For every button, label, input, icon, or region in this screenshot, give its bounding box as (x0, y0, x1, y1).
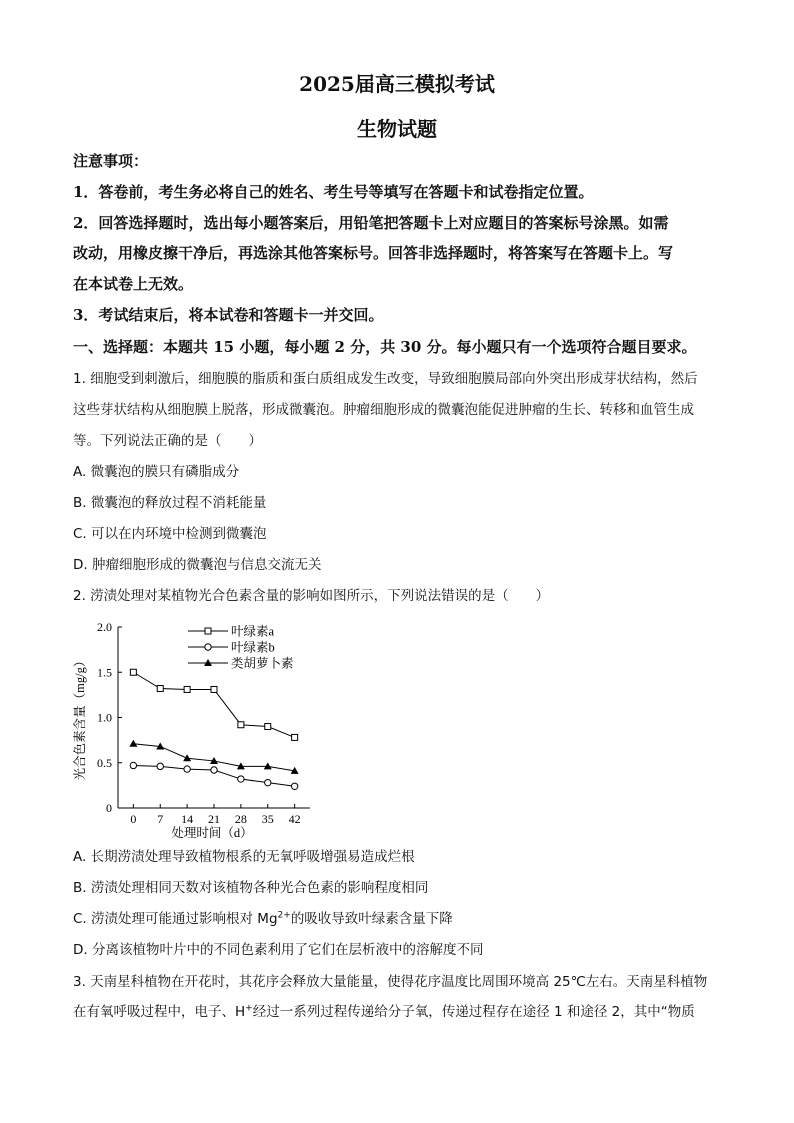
y-tick-label: 0 (106, 801, 112, 815)
data-point-0-0 (130, 669, 136, 675)
y-tick-label: 1.0 (97, 710, 112, 725)
y-tick-label: 1.5 (97, 665, 112, 680)
q2-option-c-text-end: 的吸收导致叶绿素含量下降 (290, 911, 453, 927)
q1-option-a: A. 微囊泡的膜只有磷脂成分 (73, 464, 240, 480)
data-point-0-1 (157, 686, 163, 692)
legend-marker-0 (205, 628, 211, 634)
legend-marker-1 (205, 644, 211, 650)
x-tick-label: 42 (288, 812, 301, 826)
x-tick-label: 14 (181, 812, 194, 826)
legend-label-2: 类胡萝卜素 (231, 656, 294, 671)
legend-label-0: 叶绿素a (231, 624, 275, 639)
exam-subject: 生物试题 (357, 117, 437, 141)
pigment-line-chart (70, 615, 320, 840)
data-point-1-4 (238, 776, 244, 782)
q2-option-b: B. 涝渍处理相同天数对该植物各种光合色素的影响程度相同 (73, 880, 429, 896)
x-tick-label: 35 (261, 812, 274, 826)
x-axis-label: 处理时间（d） (171, 826, 253, 840)
y-tick-label: 0.5 (97, 755, 112, 770)
q2-option-c (73, 910, 723, 928)
q1-stem-line-1: 1. 细胞受到刺激后，细胞膜的脂质和蛋白质组成发生改变，导致细胞膜局部向外突出形成芽状结构，然后 (73, 371, 698, 387)
data-point-0-3 (211, 686, 217, 692)
exam-title: 2025届高三模拟考试 (299, 72, 495, 96)
q3-stem-text-end: 经过一系列过程传递给分子氧，传递过程存在途径 1 和途径 2，其中“物质 (252, 1004, 695, 1020)
data-point-1-5 (265, 779, 271, 785)
legend-label-1: 叶绿素b (231, 640, 275, 655)
data-point-1-2 (184, 766, 190, 772)
x-tick-label: 7 (157, 812, 164, 826)
q2-option-d: D. 分离该植物叶片中的不同色素利用了它们在层析液中的溶解度不同 (73, 942, 484, 958)
data-point-0-2 (184, 686, 190, 692)
y-axis-label: 光合色素含量（mg/g） (73, 654, 87, 781)
data-point-2-2 (183, 754, 191, 761)
data-point-2-0 (129, 740, 137, 747)
data-point-0-6 (292, 734, 298, 740)
q3-stem-line-1: 3. 天南星科植物在开花时，其花序会释放大量能量，使得花序温度比周围环境高 25℃左右。天南星科植物 (73, 974, 708, 990)
section-heading: 一、选择题：本题共 15 小题，每小题 2 分，共 30 分。每小题只有一个选项符合题目要求。 (73, 338, 697, 356)
q1-option-b: B. 微囊泡的释放过程不消耗能量 (73, 495, 267, 511)
note-item-1: 1．答卷前，考生务必将自己的姓名、考生号等填写在答题卡和试卷指定位置。 (73, 183, 594, 201)
x-tick-label: 0 (130, 812, 137, 826)
q3-stem-line-2 (73, 1003, 723, 1021)
notes-heading: 注意事项： (73, 152, 149, 170)
q2-stem: 2. 涝渍处理对某植物光合色素含量的影响如图所示，下列说法错误的是（ ） (73, 588, 550, 604)
note-item-2-line-2: 改动，用橡皮擦干净后，再选涂其他答案标号。回答非选择题时，将答案写在答题卡上。写 (73, 244, 674, 262)
data-point-1-6 (291, 783, 297, 789)
data-point-1-3 (211, 767, 217, 773)
note-item-3: 3．考试结束后，将本试卷和答题卡一并交回。 (73, 306, 384, 324)
data-point-1-0 (130, 762, 136, 768)
q2-option-c-text: C. 涝渍处理可能通过影响根对 Mg (73, 911, 278, 927)
data-point-0-5 (265, 724, 271, 730)
x-tick-label: 21 (208, 812, 220, 826)
x-tick-label: 28 (234, 812, 247, 826)
q1-stem-line-2: 这些芽状结构从细胞膜上脱落，形成微囊泡。肿瘤细胞形成的微囊泡能促进肿瘤的生长、转移和血管生成 (73, 402, 694, 418)
data-point-1-1 (157, 763, 163, 769)
data-point-0-4 (238, 722, 244, 728)
q1-option-d: D. 肿瘤细胞形成的微囊泡与信息交流无关 (73, 557, 322, 573)
q2-option-c-superscript: 2+ (277, 910, 291, 921)
q3-stem-superscript: + (245, 1003, 253, 1014)
q3-stem-text: 在有氧呼吸过程中，电子、H (73, 1004, 246, 1020)
q2-option-a: A. 长期涝渍处理导致植物根系的无氧呼吸增强易造成烂根 (73, 849, 415, 865)
note-item-2-line-1: 2．回答选择题时，选出每小题答案后，用铅笔把答题卡上对应题目的答案标号涂黑。如需 (73, 214, 669, 232)
q1-stem-line-3: 等。下列说法正确的是（ ） (73, 433, 262, 449)
y-tick-label: 2.0 (97, 620, 112, 634)
note-item-2-line-3: 在本试卷上无效。 (73, 275, 194, 293)
q1-option-c: C. 可以在内环境中检测到微囊泡 (73, 526, 267, 542)
